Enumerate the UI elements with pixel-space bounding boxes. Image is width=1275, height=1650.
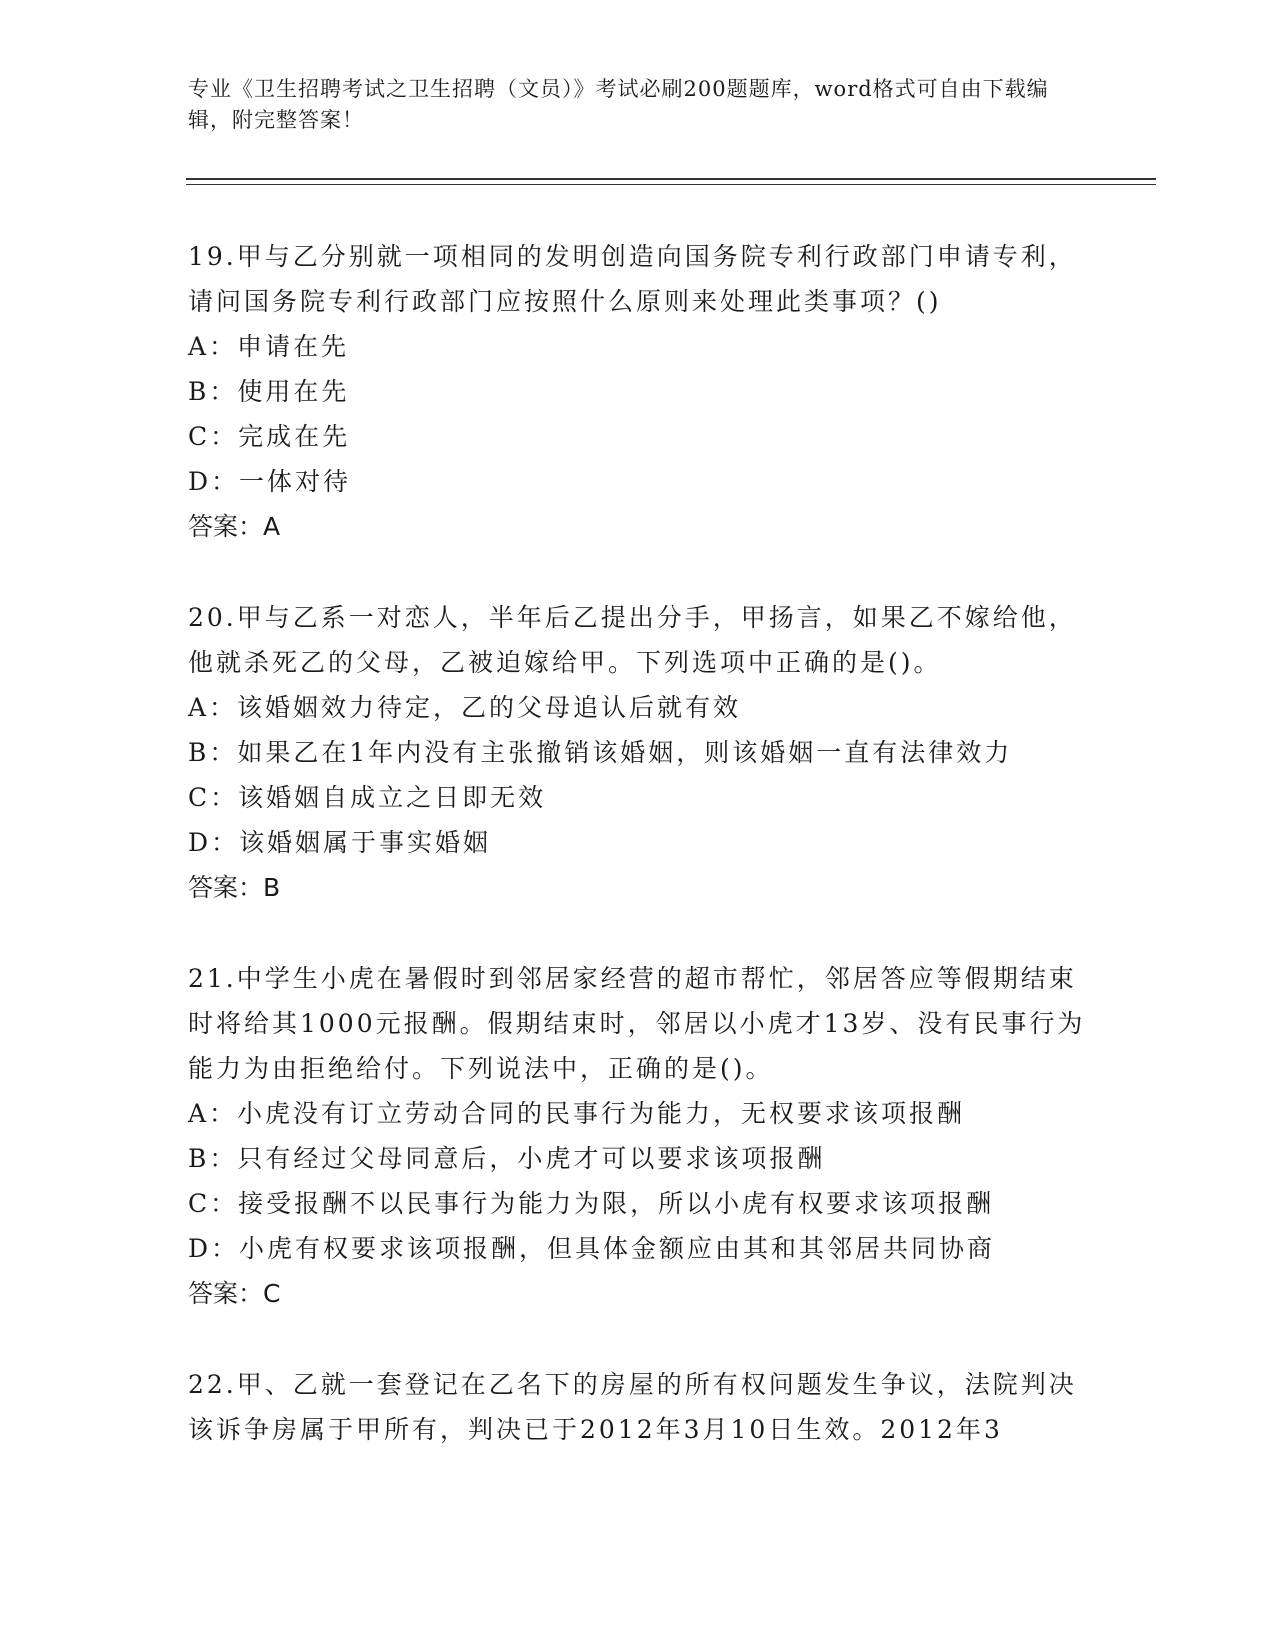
option-c: C：完成在先: [188, 422, 351, 451]
option-b: B：如果乙在1年内没有主张撤销该婚姻，则该婚姻一直有法律效力: [188, 738, 1013, 767]
header-rule-thin: [186, 184, 1156, 185]
question-19: [188, 234, 1088, 549]
question-22: [188, 1362, 1088, 1452]
question-text: 22.甲、乙就一套登记在乙名下的房屋的所有权问题发生争议，法院判决该诉争房属于甲所有，判决已于2012年3月10日生效。2012年3: [188, 1370, 1077, 1444]
option-d: D：一体对待: [188, 467, 352, 496]
option-c: C：该婚姻自成立之日即无效: [188, 783, 547, 812]
option-b: B：使用在先: [188, 377, 350, 406]
option-d: D：该婚姻属于事实婚姻: [188, 828, 492, 857]
question-21: [188, 956, 1088, 1316]
option-a: A：小虎没有订立劳动合同的民事行为能力，无权要求该项报酬: [188, 1099, 966, 1128]
option-a: A：申请在先: [188, 332, 350, 361]
question-text: 21.中学生小虎在暑假时到邻居家经营的超市帮忙，邻居答应等假期结束时将给其1000元报酬。假期结束时，邻居以小虎才13岁、没有民事行为能力为由拒绝给付。下列说法中，正确的是()。: [188, 964, 1086, 1083]
answer: 答案：B: [188, 873, 281, 902]
option-b: B：只有经过父母同意后，小虎才可以要求该项报酬: [188, 1144, 826, 1173]
question-text: 20.甲与乙系一对恋人，半年后乙提出分手，甲扬言，如果乙不嫁给他，他就杀死乙的父母，乙被迫嫁给甲。下列选项中正确的是()。: [188, 603, 1077, 677]
header-rule: [186, 178, 1156, 180]
option-a: A：该婚姻效力待定，乙的父母追认后就有效: [188, 693, 742, 722]
question-20: [188, 595, 1088, 910]
question-list: [188, 234, 1088, 1498]
option-d: D：小虎有权要求该项报酬，但具体金额应由其和其邻居共同协商: [188, 1234, 996, 1263]
answer: 答案：A: [188, 512, 281, 541]
answer: 答案：C: [188, 1279, 281, 1308]
document-header: 专业《卫生招聘考试之卫生招聘（文员）》考试必刷200题题库，word格式可自由下载编辑，附完整答案！: [188, 77, 1049, 132]
option-c: C：接受报酬不以民事行为能力为限，所以小虎有权要求该项报酬: [188, 1189, 995, 1218]
question-text: 19.甲与乙分别就一项相同的发明创造向国务院专利行政部门申请专利，请问国务院专利行政部门应按照什么原则来处理此类事项？(): [188, 242, 1077, 316]
